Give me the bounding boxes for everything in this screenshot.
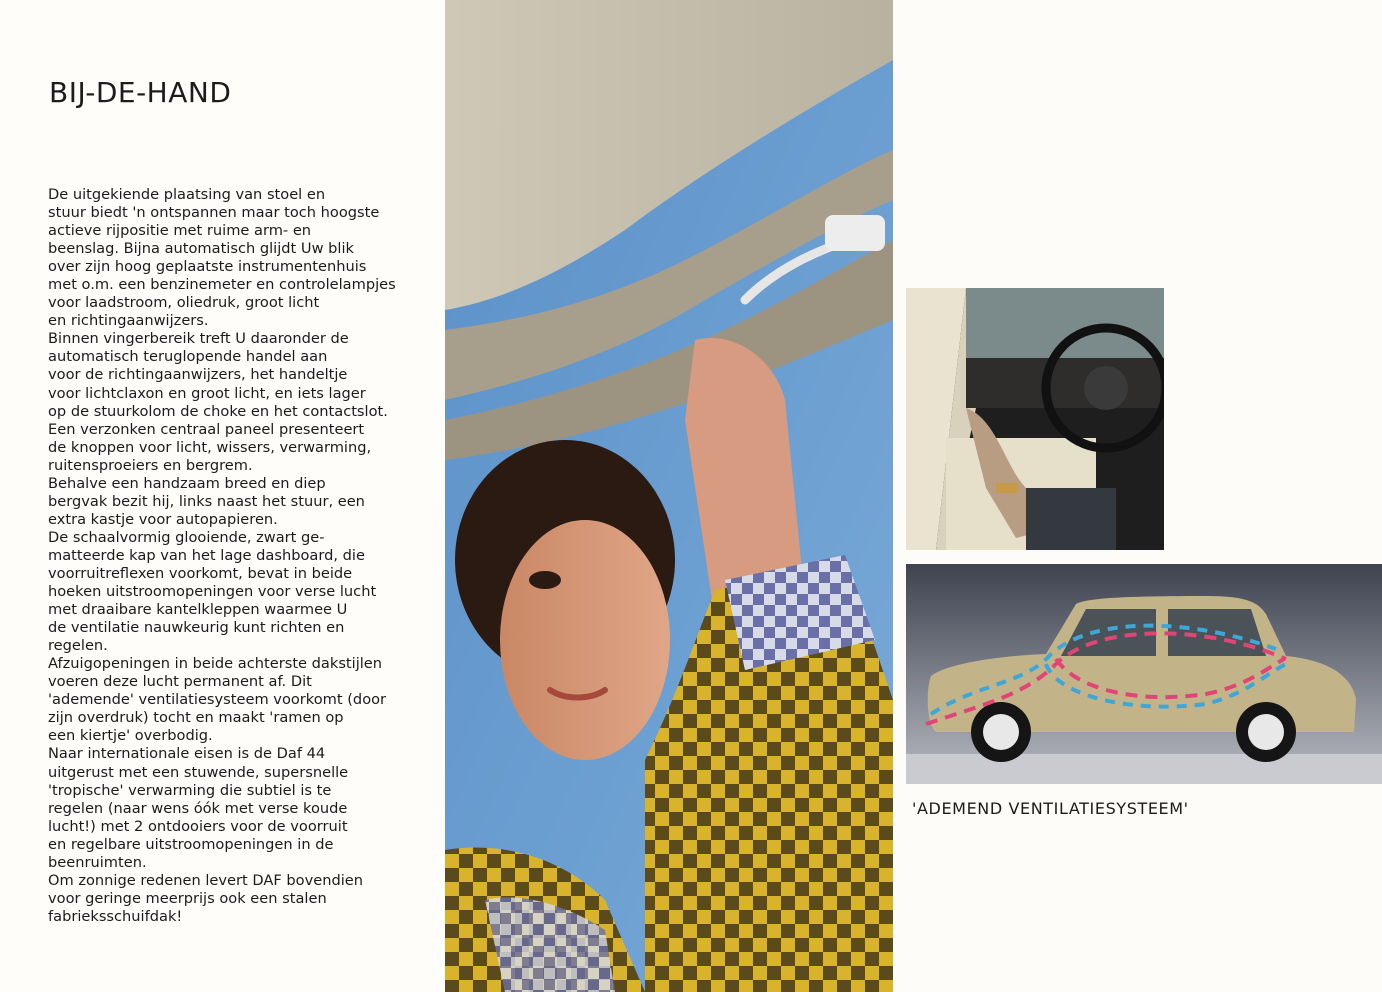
body-line: De schaalvormig glooiende, zwart ge- bbox=[48, 528, 325, 546]
dashboard-photo bbox=[906, 288, 1164, 550]
body-line: over zijn hoog geplaatste instrumentenhuis bbox=[48, 258, 367, 276]
body-line: voorruitreflexen voorkomt, bevat in beide bbox=[48, 564, 353, 582]
body-line: De uitgekiende plaatsing van stoel en bbox=[48, 186, 326, 203]
dashboard-illustration bbox=[906, 288, 1164, 550]
body-line: Afzuigopeningen in beide achterste dakstijlen bbox=[48, 655, 383, 673]
page-heading: BIJ-DE-HAND bbox=[49, 76, 232, 109]
body-line: voor lichtclaxon en groot licht, en iets lager bbox=[48, 384, 366, 402]
body-line: uitgerust met een stuwende, supersnelle bbox=[48, 763, 349, 781]
body-line: en regelbare uitstroomopeningen in de bbox=[48, 835, 334, 853]
body-line: lucht!) met 2 ontdooiers voor de voorruit bbox=[48, 817, 348, 835]
main-photo-woman-interior bbox=[445, 0, 893, 992]
body-line: extra kastje voor autopapieren. bbox=[48, 510, 278, 528]
body-line: Binnen vingerbereik treft U daaronder de bbox=[48, 330, 349, 348]
body-line: hoeken uitstroomopeningen voor verse lucht bbox=[48, 583, 377, 601]
body-line: automatisch teruglopende handel aan bbox=[48, 348, 328, 366]
body-line: Een verzonken centraal paneel presenteert bbox=[48, 420, 365, 438]
body-line: zijn overdruk) tocht en maakt 'ramen op bbox=[48, 709, 344, 727]
body-line: de ventilatie nauwkeurig kunt richten en bbox=[48, 619, 345, 637]
body-line: Behalve een handzaam breed en diep bbox=[48, 474, 326, 492]
text-column bbox=[0, 0, 445, 992]
body-line: matteerde kap van het lage dashboard, die bbox=[48, 546, 365, 564]
photo-caption: 'ADEMEND VENTILATIESYSTEEM' bbox=[912, 799, 1189, 818]
body-line: voor de richtingaanwijzers, het handeltje bbox=[48, 366, 348, 384]
body-line: met draaibare kantelkleppen waarmee U bbox=[48, 601, 348, 619]
body-line: voeren deze lucht permanent af. Dit bbox=[48, 673, 312, 691]
body-line: op de stuurkolom de choke en het contactslot. bbox=[48, 402, 388, 420]
body-line: Om zonnige redenen levert DAF bovendien bbox=[48, 871, 363, 889]
body-line: stuur biedt 'n ontspannen maar toch hoogste bbox=[48, 204, 380, 222]
body-line: voor geringe meerprijs ook een stalen bbox=[48, 889, 327, 907]
body-line: voor laadstroom, oliedruk, groot licht bbox=[48, 294, 320, 312]
car-ventilation-photo bbox=[906, 564, 1382, 784]
body-line: beenslag. Bijna automatisch glijdt Uw blik bbox=[48, 240, 354, 258]
body-line: en richtingaanwijzers. bbox=[48, 312, 209, 330]
body-line: Naar internationale eisen is de Daf 44 bbox=[48, 745, 326, 763]
body-line: regelen (naar wens óók met verse koude bbox=[48, 799, 348, 817]
body-line: de knoppen voor licht, wissers, verwarming, bbox=[48, 438, 372, 456]
body-line: met o.m. een benzinemeter en controlelampjes bbox=[48, 276, 396, 294]
body-line: ruitensproeiers en bergrem. bbox=[48, 456, 253, 474]
main-photo-illustration bbox=[445, 0, 893, 992]
car-ventilation-illustration bbox=[906, 564, 1382, 784]
body-line: regelen. bbox=[48, 637, 108, 655]
body-line: beenruimten. bbox=[48, 853, 147, 871]
body-line: actieve rijpositie met ruime arm- en bbox=[48, 222, 312, 240]
body-line: een kiertje' overbodig. bbox=[48, 727, 213, 745]
body-line: 'tropische' verwarming die subtiel is te bbox=[48, 781, 332, 799]
body-line: bergvak bezit hij, links naast het stuur, een bbox=[48, 492, 365, 510]
body-text bbox=[48, 186, 428, 926]
body-line: fabrieksschuifdak! bbox=[48, 907, 183, 925]
body-line: 'ademende' ventilatiesysteem voorkomt (door bbox=[48, 691, 387, 709]
